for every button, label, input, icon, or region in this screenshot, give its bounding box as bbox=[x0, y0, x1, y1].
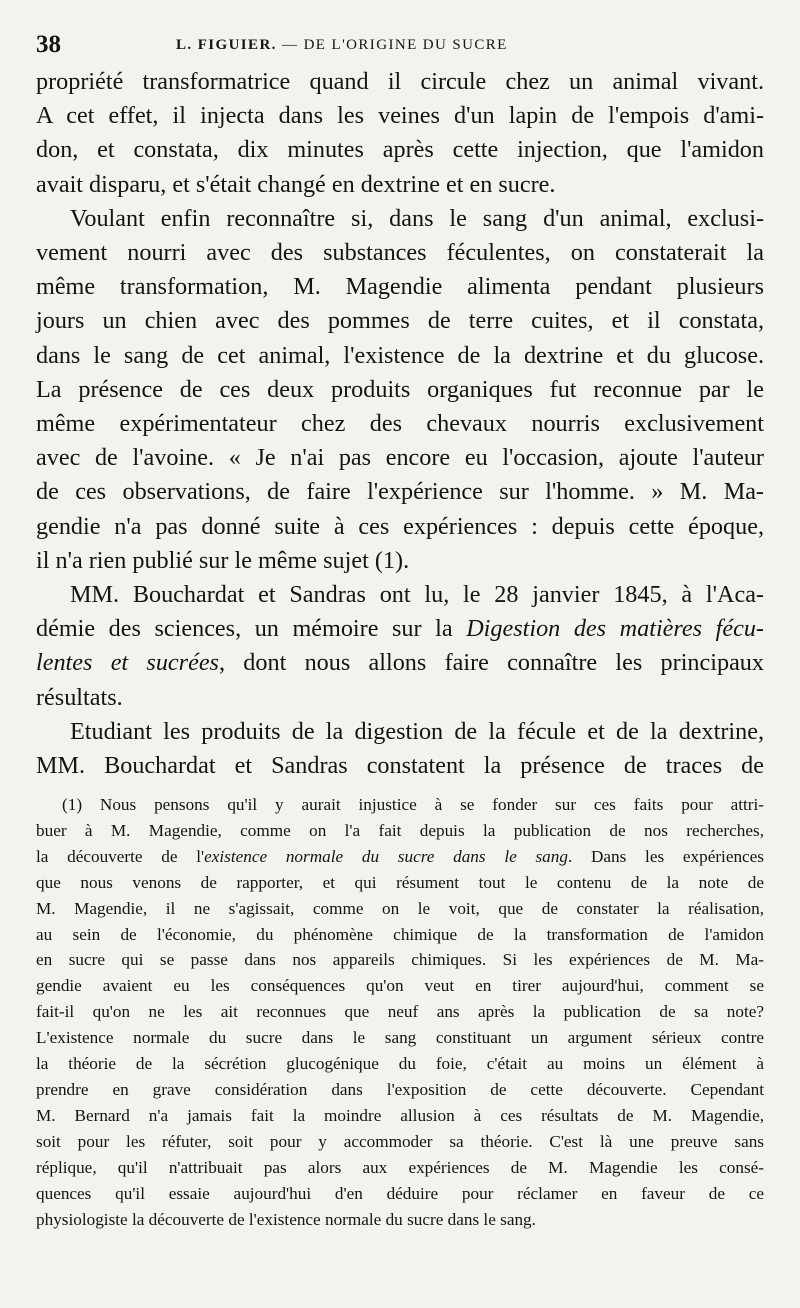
text-line: MM. Bouchardat et Sandras constatent la présence de traces de bbox=[36, 752, 764, 780]
footnote-line: la théorie de la sécrétion glucogénique du foie, c'était au moins un élément à bbox=[36, 1054, 764, 1074]
text-line: avec de l'avoine. « Je n'ai pas encore eu l'occasion, ajoute l'auteur bbox=[36, 444, 764, 472]
text-line: propriété transformatrice quand il circule chez un animal vivant. bbox=[36, 68, 764, 95]
footnote-line: M. Bernard n'a jamais fait la moindre allusion à ces résultats de M. Magendie, bbox=[36, 1105, 764, 1125]
text-segment: la découverte de l' bbox=[36, 846, 205, 866]
text-line: Etudiant les produits de la digestion de la fécule et de la dextrine, bbox=[70, 717, 764, 745]
text-segment: démie des sciences, un mémoire sur la bbox=[36, 615, 467, 643]
text-line: dans le sang de cet animal, l'existence de la dextrine et du glucose. bbox=[36, 341, 764, 369]
footnote-line: soit pour les réfuter, soit pour y accommoder sa théorie. C'est là une preuve sans bbox=[36, 1131, 764, 1151]
text-line: La présence de ces deux produits organiques fut reconnue par le bbox=[36, 375, 764, 403]
text-segment: , dont nous allons faire connaître les principaux bbox=[218, 649, 764, 677]
footnote-line: gendie avaient eu les conséquences qu'on veut en tirer aujourd'hui, comment se bbox=[36, 976, 764, 996]
text-line: résultats. bbox=[36, 683, 123, 711]
text-line: don, et constata, dix minutes après cette injection, que l'amidon bbox=[36, 136, 764, 164]
running-title bbox=[176, 34, 508, 56]
text-line: gendie n'a pas donné suite à ces expériences : depuis cette époque, bbox=[36, 512, 764, 540]
footnote bbox=[36, 792, 764, 1232]
text-line bbox=[36, 646, 764, 680]
footnote-line: L'existence normale du sucre dans le sang constituant un argument sérieux contre bbox=[36, 1028, 764, 1048]
text-segment: . Dans les expériences bbox=[567, 846, 765, 866]
text-line: jours un chien avec des pommes de terre cuites, et il constata, bbox=[36, 307, 764, 335]
text-line: même transformation, M. Magendie alimenta pendant plusieurs bbox=[36, 273, 764, 301]
italic-title: Digestion des matières fécu- bbox=[466, 615, 764, 643]
text-line: A cet effet, il injecta dans les veines d'un lapin de l'empois d'ami- bbox=[36, 102, 764, 130]
footnote-line: quences qu'il essaie aujourd'hui d'en déduire pour réclamer en faveur de ce bbox=[36, 1183, 764, 1203]
header-separator: — bbox=[282, 37, 299, 53]
text-line: il n'a rien publié sur le même sujet (1). bbox=[36, 546, 410, 574]
text-line: même expérimentateur chez des chevaux nourris exclusivement bbox=[36, 410, 764, 438]
main-text bbox=[36, 65, 764, 783]
italic-phrase: existence normale du sucre dans le sang bbox=[204, 846, 568, 866]
text-line: Voulant enfin reconnaître si, dans le sang d'un animal, exclusi- bbox=[70, 204, 764, 232]
text-line: MM. Bouchardat et Sandras ont lu, le 28 janvier 1845, à l'Aca- bbox=[70, 581, 764, 609]
footnote-line: buer à M. Magendie, comme on l'a fait depuis la publication de nos recherches, bbox=[36, 820, 764, 840]
text-line: vement nourri avec des substances féculentes, on constaterait la bbox=[36, 239, 764, 267]
footnote-line: en sucre qui se passe dans nos appareils chimiques. Si les expériences de M. Ma- bbox=[36, 950, 764, 970]
footnote-line: fait-il qu'on ne les ait reconnues que neuf ans après la publication de sa note? bbox=[36, 1002, 764, 1022]
text-line bbox=[36, 612, 764, 646]
footnote-line: que nous venons de rapporter, et qui résument tout le contenu de la note de bbox=[36, 872, 764, 892]
header-title-text: DE L'ORIGINE DU SUCRE bbox=[303, 37, 508, 53]
footnote-line bbox=[36, 844, 764, 870]
text-line: avait disparu, et s'était changé en dextrine et en sucre. bbox=[36, 170, 556, 198]
italic-title: lentes et sucrées bbox=[36, 649, 219, 677]
header-author: L. FIGUIER. bbox=[176, 37, 277, 53]
footnote-line: physiologiste la découverte de l'existence normale du sucre dans le sang. bbox=[36, 1209, 536, 1229]
text-line: de ces observations, de faire l'expérience sur l'homme. » M. Ma- bbox=[36, 478, 764, 506]
footnote-line: M. Magendie, il ne s'agissait, comme on le voit, que de constater la réalisation, bbox=[36, 898, 764, 918]
page-number: 38 bbox=[36, 31, 61, 58]
footnote-line: (1) Nous pensons qu'il y aurait injustice à se fonder sur ces faits pour attri- bbox=[62, 795, 764, 814]
footnote-line: réplique, qu'il n'attribuait pas alors aux expériences de M. Magendie les consé- bbox=[36, 1157, 764, 1177]
footnote-line: prendre en grave considération dans l'exposition de cette découverte. Cependant bbox=[36, 1079, 764, 1099]
running-head bbox=[36, 30, 764, 60]
footnote-line: au sein de l'économie, du phénomène chimique de la transformation de l'amidon bbox=[36, 924, 764, 944]
